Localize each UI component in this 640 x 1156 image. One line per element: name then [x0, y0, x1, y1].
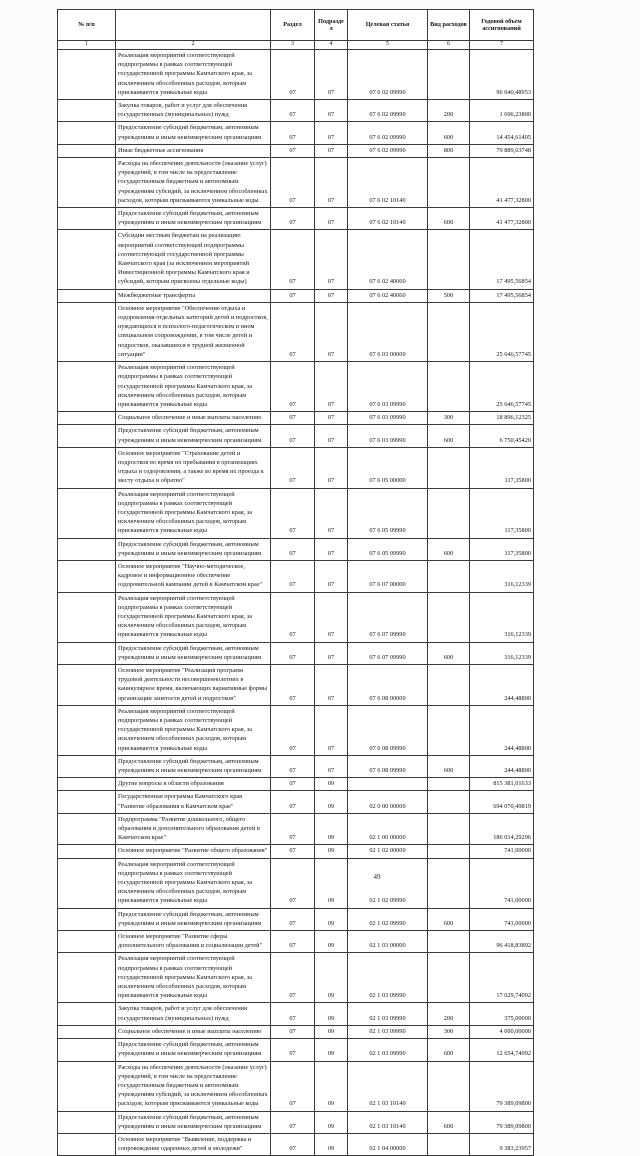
cell-vid [428, 778, 470, 791]
cell-razdel: 07 [271, 447, 315, 488]
cell-razdel: 07 [271, 908, 315, 930]
cell-podrazdel: 07 [315, 100, 348, 122]
cell-celevaya: 07 6 07 09990 [348, 642, 428, 664]
cell-amount: 14 454,61405 [470, 122, 534, 144]
budget-allocations-table [57, 9, 534, 1156]
cell-razdel: 07 [271, 208, 315, 230]
cell-name: Предоставление субсидий бюджетным, автономным учреждениям и иным некоммерческим организациям [116, 642, 271, 664]
table-row [58, 425, 534, 447]
cell-celevaya: 07 6 03 09990 [348, 362, 428, 412]
cell-podrazdel: 09 [315, 1025, 348, 1038]
cell-celevaya: 07 6 02 09990 [348, 50, 428, 100]
cell-razdel: 07 [271, 931, 315, 953]
cell-razdel: 07 [271, 1039, 315, 1061]
cell-podrazdel: 07 [315, 412, 348, 425]
cell-razdel: 07 [271, 122, 315, 144]
cell-vid: 300 [428, 1025, 470, 1038]
table-row [58, 560, 534, 592]
cell-podrazdel: 07 [315, 560, 348, 592]
cell-podrazdel: 09 [315, 908, 348, 930]
cell-vid [428, 158, 470, 208]
table-row [58, 813, 534, 845]
cell-razdel: 07 [271, 560, 315, 592]
cell-amount: 694 070,49819 [470, 791, 534, 813]
cell-celevaya: 07 6 02 40060 [348, 230, 428, 289]
cell-podrazdel: 09 [315, 858, 348, 908]
cell-rownum [58, 1003, 116, 1025]
cell-rownum [58, 705, 116, 755]
cell-amount: 815 381,01633 [470, 778, 534, 791]
cell-celevaya: 02 0 00 00000 [348, 791, 428, 813]
cell-celevaya: 07 6 02 09990 [348, 144, 428, 157]
cell-podrazdel: 07 [315, 425, 348, 447]
cell-amount: 96 040,48953 [470, 50, 534, 100]
cell-rownum [58, 642, 116, 664]
table-row [58, 755, 534, 777]
table-row [58, 447, 534, 488]
table-row [58, 488, 534, 538]
cell-name: Расходы на обеспечение деятельности (оказание услуг) учреждений, в том числе на предоставление государственным бюджетным и автономным учреждениям субсидий, за исключением обособленных расходов, которым присваиваются уникальные коды [116, 1061, 271, 1111]
table-row [58, 208, 534, 230]
cell-celevaya: 07 6 05 09990 [348, 538, 428, 560]
cell-rownum [58, 845, 116, 858]
cell-razdel: 07 [271, 778, 315, 791]
cell-rownum [58, 447, 116, 488]
cell-vid [428, 1061, 470, 1111]
cell-amount: 117,35800 [470, 447, 534, 488]
table-row [58, 858, 534, 908]
table-row [58, 1133, 534, 1155]
header-razdel: Раздел [271, 10, 315, 41]
cell-podrazdel: 07 [315, 208, 348, 230]
cell-podrazdel: 07 [315, 642, 348, 664]
cell-podrazdel: 09 [315, 1061, 348, 1111]
cell-amount: 25 646,57745 [470, 302, 534, 361]
cell-name: Предоставление субсидий бюджетным, автономным учреждениям и иным некоммерческим организациям [116, 908, 271, 930]
cell-razdel: 07 [271, 1003, 315, 1025]
cell-razdel: 07 [271, 230, 315, 289]
cell-vid: 600 [428, 908, 470, 930]
cell-podrazdel: 07 [315, 447, 348, 488]
cell-vid: 600 [428, 1111, 470, 1133]
cell-name: Иные бюджетные ассигнования [116, 144, 271, 157]
cell-celevaya: 02 1 02 09990 [348, 858, 428, 908]
cell-amount: 6 750,45420 [470, 425, 534, 447]
page-number: 49 [373, 873, 381, 881]
cell-vid [428, 592, 470, 642]
table-row [58, 664, 534, 705]
col-num: 3 [271, 41, 315, 50]
cell-rownum [58, 908, 116, 930]
cell-celevaya: 07 6 02 09990 [348, 122, 428, 144]
cell-vid: 200 [428, 100, 470, 122]
cell-rownum [58, 100, 116, 122]
cell-rownum [58, 778, 116, 791]
cell-podrazdel: 09 [315, 1003, 348, 1025]
cell-vid: 600 [428, 1039, 470, 1061]
cell-razdel: 07 [271, 100, 315, 122]
cell-razdel: 07 [271, 664, 315, 705]
col-num: 7 [470, 41, 534, 50]
cell-razdel: 07 [271, 1133, 315, 1155]
cell-podrazdel: 09 [315, 1111, 348, 1133]
cell-podrazdel: 09 [315, 813, 348, 845]
cell-vid: 600 [428, 425, 470, 447]
cell-amount: 17 495,56854 [470, 289, 534, 302]
cell-name: Реализация мероприятий соответствующей подпрограммы в рамках соответствующей государственной программы Камчатского края, за исключением обособленных расходов, которым присваиваются уникальные коды [116, 705, 271, 755]
cell-name: Закупка товаров, работ и услуг для обеспечения государственных (муниципальных) нужд [116, 1003, 271, 1025]
cell-name: Предоставление субсидий бюджетным, автономным учреждениям и иным некоммерческим организациям [116, 755, 271, 777]
table-row [58, 705, 534, 755]
cell-amount: 741,00000 [470, 858, 534, 908]
cell-podrazdel: 07 [315, 230, 348, 289]
cell-rownum [58, 858, 116, 908]
cell-celevaya: 07 6 02 40060 [348, 289, 428, 302]
cell-rownum [58, 664, 116, 705]
cell-amount: 117,35800 [470, 538, 534, 560]
cell-razdel: 07 [271, 705, 315, 755]
cell-name: Реализация мероприятий соответствующей подпрограммы в рамках соответствующей государственной программы Камчатского края, за исключением обособленных расходов, которым присваиваются уникальные коды [116, 592, 271, 642]
cell-rownum [58, 488, 116, 538]
cell-razdel: 07 [271, 412, 315, 425]
cell-celevaya: 02 1 04 00000 [348, 1133, 428, 1155]
cell-celevaya: 07 6 02 10140 [348, 158, 428, 208]
table-row [58, 778, 534, 791]
cell-amount: 41 477,32800 [470, 208, 534, 230]
header-number: № п/п [58, 10, 116, 41]
cell-rownum [58, 813, 116, 845]
col-num: 6 [428, 41, 470, 50]
cell-name: Государственная программа Камчатского края "Развитие образования в Камчатском крае" [116, 791, 271, 813]
document-page [57, 9, 534, 1156]
cell-name: Реализация мероприятий соответствующей подпрограммы в рамках соответствующей государственной программы Камчатского края, за исключением обособленных расходов, которым присваиваются уникальные коды [116, 858, 271, 908]
cell-amount: 117,35800 [470, 488, 534, 538]
cell-amount: 316,12339 [470, 642, 534, 664]
table-row [58, 592, 534, 642]
cell-amount: 1 696,23800 [470, 100, 534, 122]
cell-celevaya: 07 6 08 09990 [348, 755, 428, 777]
cell-podrazdel: 07 [315, 362, 348, 412]
cell-name: Закупка товаров, работ и услуг для обеспечения государственных (муниципальных) нужд [116, 100, 271, 122]
cell-celevaya: 07 6 02 09990 [348, 100, 428, 122]
cell-amount: 41 477,32800 [470, 158, 534, 208]
cell-podrazdel: 09 [315, 1133, 348, 1155]
table-row [58, 50, 534, 100]
cell-name: Предоставление субсидий бюджетным, автономным учреждениям и иным некоммерческим организациям [116, 208, 271, 230]
cell-vid [428, 230, 470, 289]
cell-name: Субсидии местным бюджетам на реализацию мероприятий соответствующей подпрограммы соответствующей государственной программы Камчатского края (за исключением мероприятий Инвестиционной программы Камчатского края и субсидий, которым присвоены отдельные коды) [116, 230, 271, 289]
cell-celevaya: 07 6 02 10140 [348, 208, 428, 230]
cell-celevaya: 02 1 03 10140 [348, 1111, 428, 1133]
header-podrazdel: Подраздел [315, 10, 348, 41]
cell-celevaya: 02 1 03 09990 [348, 1039, 428, 1061]
column-numbering-row [58, 41, 534, 50]
cell-rownum [58, 144, 116, 157]
cell-razdel: 07 [271, 755, 315, 777]
cell-podrazdel: 07 [315, 538, 348, 560]
table-row [58, 931, 534, 953]
cell-razdel: 07 [271, 791, 315, 813]
cell-amount: 12 654,74092 [470, 1039, 534, 1061]
cell-rownum [58, 158, 116, 208]
cell-razdel: 07 [271, 1061, 315, 1111]
cell-celevaya: 07 6 05 00000 [348, 447, 428, 488]
cell-rownum [58, 931, 116, 953]
cell-vid [428, 791, 470, 813]
table-row [58, 908, 534, 930]
cell-rownum [58, 50, 116, 100]
cell-vid [428, 931, 470, 953]
cell-vid: 600 [428, 208, 470, 230]
table-row [58, 1025, 534, 1038]
cell-razdel: 07 [271, 488, 315, 538]
cell-rownum [58, 592, 116, 642]
table-row [58, 230, 534, 289]
cell-rownum [58, 362, 116, 412]
cell-name: Расходы на обеспечение деятельности (оказание услуг) учреждений, в том числе на предоставление государственным бюджетным и автономным учреждениям субсидий, за исключением обособленных расходов, которым присваиваются уникальные коды [116, 158, 271, 208]
col-num: 5 [348, 41, 428, 50]
cell-amount: 244,48800 [470, 664, 534, 705]
cell-vid [428, 813, 470, 845]
cell-rownum [58, 208, 116, 230]
cell-name: Основное мероприятие "Развитие общего образования" [116, 845, 271, 858]
table-row [58, 1061, 534, 1111]
cell-razdel: 07 [271, 538, 315, 560]
table-row [58, 1039, 534, 1061]
cell-vid: 600 [428, 538, 470, 560]
cell-rownum [58, 560, 116, 592]
cell-razdel: 07 [271, 845, 315, 858]
table-row [58, 302, 534, 361]
cell-podrazdel: 07 [315, 289, 348, 302]
cell-celevaya: 07 6 07 09990 [348, 592, 428, 642]
cell-amount: 375,00000 [470, 1003, 534, 1025]
table-row [58, 289, 534, 302]
cell-celevaya: 02 1 03 10140 [348, 1061, 428, 1111]
cell-podrazdel: 07 [315, 592, 348, 642]
cell-name: Реализация мероприятий соответствующей подпрограммы в рамках соответствующей государственной программы Камчатского края, за исключением обособленных расходов, которым присваиваются уникальные коды [116, 488, 271, 538]
cell-celevaya: 07 6 05 09990 [348, 488, 428, 538]
cell-name: Основное мероприятие "Страхование детей и подростков во время их пребывания в организациях отдыха и оздоровления, а также во время их проезда к месту отдыха и обратно" [116, 447, 271, 488]
cell-name: Основное мероприятие "Научно-методическое, кадровое и информационное обеспечение оздоровительной кампании детей в Камчатском крае" [116, 560, 271, 592]
cell-rownum [58, 1111, 116, 1133]
cell-rownum [58, 1025, 116, 1038]
cell-celevaya: 02 1 03 09990 [348, 1025, 428, 1038]
col-num: 2 [116, 41, 271, 50]
header-celevaya-statya: Целевая статья [348, 10, 428, 41]
cell-vid [428, 1133, 470, 1155]
cell-name: Социальное обеспечение и иные выплаты населению [116, 1025, 271, 1038]
cell-podrazdel: 09 [315, 953, 348, 1003]
cell-podrazdel: 07 [315, 302, 348, 361]
cell-celevaya: 02 1 03 09990 [348, 953, 428, 1003]
cell-podrazdel: 07 [315, 755, 348, 777]
table-row [58, 1111, 534, 1133]
cell-name: Подпрограмма "Развитие дошкольного, общего образования и дополнительного образования детей в Камчатском крае" [116, 813, 271, 845]
cell-name: Основное мероприятие "Выявление, поддержка и сопровождение одаренных детей и молодежи" [116, 1133, 271, 1155]
cell-rownum [58, 1061, 116, 1111]
cell-name: Предоставление субсидий бюджетным, автономным учреждениям и иным некоммерческим организациям [116, 1039, 271, 1061]
table-row [58, 144, 534, 157]
cell-vid: 500 [428, 289, 470, 302]
table-row [58, 100, 534, 122]
cell-vid [428, 953, 470, 1003]
cell-rownum [58, 1133, 116, 1155]
header-godovoy-obyem: Годовой объем ассигнований [470, 10, 534, 41]
cell-name: Предоставление субсидий бюджетным, автономным учреждениям и иным некоммерческим организациям [116, 122, 271, 144]
cell-rownum [58, 755, 116, 777]
cell-podrazdel: 07 [315, 158, 348, 208]
cell-amount: 79 389,09800 [470, 1111, 534, 1133]
cell-razdel: 07 [271, 144, 315, 157]
cell-rownum [58, 538, 116, 560]
cell-vid: 600 [428, 755, 470, 777]
cell-name: Основное мероприятие "Развитие сферы дополнительного образования и социализации детей" [116, 931, 271, 953]
cell-name: Предоставление субсидий бюджетным, автономным учреждениям и иным некоммерческим организациям [116, 1111, 271, 1133]
cell-amount: 741,00000 [470, 908, 534, 930]
cell-amount: 741,00000 [470, 845, 534, 858]
cell-rownum [58, 425, 116, 447]
header-name [116, 10, 271, 41]
cell-rownum [58, 302, 116, 361]
cell-celevaya: 02 1 03 00000 [348, 931, 428, 953]
cell-amount: 186 014,29296 [470, 813, 534, 845]
cell-amount: 79 889,63748 [470, 144, 534, 157]
cell-amount: 244,48800 [470, 755, 534, 777]
cell-name: Предоставление субсидий бюджетным, автономным учреждениям и иным некоммерческим организациям [116, 538, 271, 560]
cell-name: Межбюджетные трансферты [116, 289, 271, 302]
cell-razdel: 07 [271, 289, 315, 302]
cell-celevaya: 02 1 00 00000 [348, 813, 428, 845]
col-num: 4 [315, 41, 348, 50]
table-row [58, 642, 534, 664]
cell-vid [428, 664, 470, 705]
cell-name: Основное мероприятие "Реализация программ трудовой деятельности несовершеннолетних в каникулярное время, включающих вариативные формы организации занятости детей и подростков" [116, 664, 271, 705]
cell-razdel: 07 [271, 642, 315, 664]
cell-rownum [58, 289, 116, 302]
cell-name: Реализация мероприятий соответствующей подпрограммы в рамках соответствующей государственной программы Камчатского края, за исключением обособленных расходов, которым присваиваются уникальные коды [116, 50, 271, 100]
cell-rownum [58, 122, 116, 144]
table-row [58, 412, 534, 425]
table-row [58, 538, 534, 560]
cell-celevaya [348, 778, 428, 791]
cell-razdel: 07 [271, 592, 315, 642]
cell-vid: 800 [428, 144, 470, 157]
table-row [58, 362, 534, 412]
cell-razdel: 07 [271, 953, 315, 1003]
cell-amount: 316,12339 [470, 560, 534, 592]
cell-vid [428, 858, 470, 908]
table-row [58, 158, 534, 208]
cell-razdel: 07 [271, 813, 315, 845]
cell-amount: 96 418,83892 [470, 931, 534, 953]
cell-rownum [58, 230, 116, 289]
cell-podrazdel: 07 [315, 705, 348, 755]
cell-vid: 600 [428, 122, 470, 144]
cell-podrazdel: 07 [315, 122, 348, 144]
cell-celevaya: 02 1 02 00000 [348, 845, 428, 858]
table-row [58, 791, 534, 813]
cell-name: Реализация мероприятий соответствующей подпрограммы в рамках соответствующей государственной программы Камчатского края, за исключением обособленных расходов, которым присваиваются уникальные коды [116, 362, 271, 412]
cell-podrazdel: 09 [315, 1039, 348, 1061]
cell-podrazdel: 07 [315, 664, 348, 705]
cell-podrazdel: 07 [315, 144, 348, 157]
cell-podrazdel: 07 [315, 488, 348, 538]
cell-name: Социальное обеспечение и иные выплаты населению [116, 412, 271, 425]
cell-vid [428, 302, 470, 361]
cell-vid [428, 362, 470, 412]
cell-celevaya: 07 6 03 00000 [348, 302, 428, 361]
cell-celevaya: 07 6 03 09990 [348, 425, 428, 447]
table-row [58, 122, 534, 144]
cell-vid [428, 447, 470, 488]
cell-vid [428, 50, 470, 100]
cell-name: Предоставление субсидий бюджетным, автономным учреждениям и иным некоммерческим организациям [116, 425, 271, 447]
cell-razdel: 07 [271, 1111, 315, 1133]
table-row [58, 845, 534, 858]
cell-razdel: 07 [271, 50, 315, 100]
cell-name: Другие вопросы в области образования [116, 778, 271, 791]
cell-amount: 9 383,23957 [470, 1133, 534, 1155]
cell-vid: 300 [428, 412, 470, 425]
cell-razdel: 07 [271, 425, 315, 447]
cell-vid [428, 560, 470, 592]
cell-vid: 600 [428, 642, 470, 664]
cell-celevaya: 07 6 08 09990 [348, 705, 428, 755]
cell-name: Основное мероприятие "Обеспечение отдыха и оздоровления отдельных категорий детей и подростков, нуждающихся в психолого-педагогическом и ином специальном сопровождении, в том числе детей и подростков, оказавшихся в трудной жизненной ситуации" [116, 302, 271, 361]
cell-celevaya: 02 1 03 09990 [348, 1003, 428, 1025]
cell-podrazdel: 09 [315, 791, 348, 813]
col-num: 1 [58, 41, 116, 50]
cell-razdel: 07 [271, 1025, 315, 1038]
table-row [58, 953, 534, 1003]
cell-amount: 79 389,09800 [470, 1061, 534, 1111]
cell-vid [428, 705, 470, 755]
cell-razdel: 07 [271, 302, 315, 361]
cell-razdel: 07 [271, 362, 315, 412]
cell-podrazdel: 09 [315, 931, 348, 953]
cell-amount: 4 000,00000 [470, 1025, 534, 1038]
cell-razdel: 07 [271, 158, 315, 208]
cell-celevaya: 07 6 07 00000 [348, 560, 428, 592]
cell-amount: 18 896,12325 [470, 412, 534, 425]
cell-rownum [58, 1039, 116, 1061]
cell-amount: 25 646,57745 [470, 362, 534, 412]
cell-celevaya: 07 6 08 00000 [348, 664, 428, 705]
cell-amount: 244,48800 [470, 705, 534, 755]
cell-vid [428, 488, 470, 538]
header-vid-raskhodov: Вид расходов [428, 10, 470, 41]
cell-amount: 316,12339 [470, 592, 534, 642]
header-row [58, 10, 534, 41]
cell-razdel: 07 [271, 858, 315, 908]
cell-podrazdel: 07 [315, 50, 348, 100]
cell-rownum [58, 953, 116, 1003]
cell-celevaya: 02 1 02 09990 [348, 908, 428, 930]
cell-podrazdel: 09 [315, 778, 348, 791]
cell-podrazdel: 09 [315, 845, 348, 858]
cell-amount: 17 495,56854 [470, 230, 534, 289]
cell-name: Реализация мероприятий соответствующей подпрограммы в рамках соответствующей государственной программы Камчатского края, за исключением обособленных расходов, которым присваиваются уникальные коды [116, 953, 271, 1003]
cell-celevaya: 07 6 03 09990 [348, 412, 428, 425]
table-row [58, 1003, 534, 1025]
cell-amount: 17 029,74092 [470, 953, 534, 1003]
cell-rownum [58, 412, 116, 425]
cell-vid: 200 [428, 1003, 470, 1025]
cell-rownum [58, 791, 116, 813]
cell-vid [428, 845, 470, 858]
